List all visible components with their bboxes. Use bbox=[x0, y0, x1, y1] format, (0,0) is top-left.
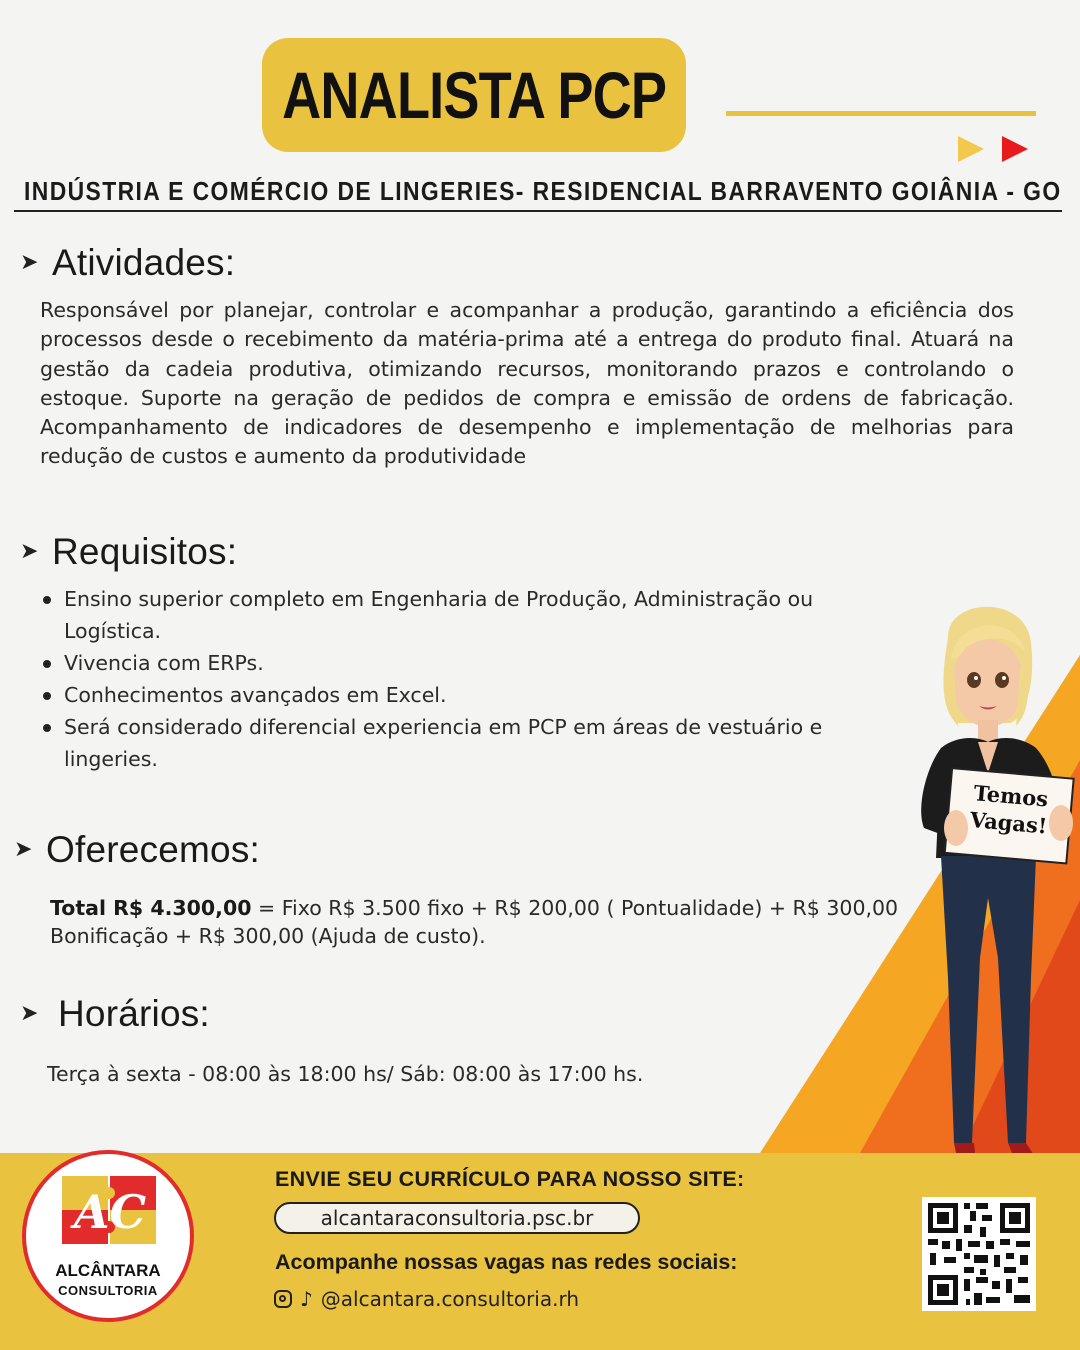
requirements-list bbox=[40, 583, 870, 775]
woman-holding-sign-illustration bbox=[896, 598, 1080, 1180]
social-title: Acompanhe nossas vagas nas redes sociais: bbox=[275, 1250, 738, 1274]
company-name: INDÚSTRIA E COMÉRCIO DE LINGERIES- RESIDENCIAL BARRAVENTO GOIÂNIA - GO bbox=[24, 176, 1062, 206]
requirements-heading bbox=[20, 531, 237, 573]
logo bbox=[22, 1150, 194, 1322]
hours-text: Terça à sexta - 08:00 às 18:00 hs/ Sáb: 08:00 às 17:00 hs. bbox=[47, 1062, 644, 1086]
play-arrow-red-icon bbox=[1002, 136, 1028, 162]
logo-name: ALCÂNTARA bbox=[55, 1261, 161, 1280]
list-item-text: Ensino superior completo em Engenharia de Produção, Administração ou Logística. bbox=[64, 587, 814, 643]
social-row[interactable] bbox=[274, 1287, 579, 1311]
instagram-icon[interactable] bbox=[274, 1290, 292, 1308]
list-item bbox=[40, 647, 870, 679]
list-item-text: Conhecimentos avançados em Excel. bbox=[64, 683, 447, 707]
decorative-line bbox=[726, 111, 1036, 116]
job-title-box bbox=[262, 38, 686, 152]
send-resume-title: ENVIE SEU CURRÍCULO PARA NOSSO SITE: bbox=[275, 1167, 745, 1191]
qr-code-icon[interactable] bbox=[922, 1197, 1036, 1311]
offer-heading-text: Oferecemos: bbox=[46, 829, 260, 870]
offer-total: Total R$ 4.300,00 bbox=[50, 896, 252, 920]
social-handle[interactable]: @alcantara.consultoria.rh bbox=[320, 1287, 580, 1311]
list-item bbox=[40, 679, 870, 711]
sign-text-line1: Temos bbox=[972, 780, 1050, 812]
list-item bbox=[40, 711, 870, 775]
offer-text bbox=[50, 894, 950, 950]
sign-text-line2: Vagas! bbox=[968, 806, 1049, 839]
bullet-icon bbox=[43, 596, 51, 604]
activities-heading-text: Atividades: bbox=[52, 242, 236, 283]
site-link[interactable]: alcantaraconsultoria.psc.br bbox=[274, 1202, 640, 1234]
company-banner bbox=[14, 176, 1062, 212]
hours-heading bbox=[20, 993, 210, 1035]
logo-subtitle: CONSULTORIA bbox=[58, 1283, 158, 1298]
bullet-icon bbox=[43, 660, 51, 668]
arrow-bullet-icon: ➤ bbox=[20, 539, 39, 564]
job-title: ANALISTA PCP bbox=[281, 58, 667, 132]
play-arrow-yellow-icon bbox=[958, 136, 984, 162]
tiktok-icon[interactable]: ♪ bbox=[300, 1287, 313, 1311]
hours-heading-text: Horários: bbox=[58, 993, 210, 1034]
arrow-bullet-icon: ➤ bbox=[20, 250, 39, 275]
activities-heading bbox=[20, 242, 235, 284]
offer-details: = Fixo R$ 3.500 fixo + R$ 200,00 ( Pontualidade) + R$ 300,00 Bonificação + R$ 300,00 (Ajuda de custo). bbox=[50, 896, 899, 948]
activities-text: Responsável por planejar, controlar e acompanhar a produção, garantindo a eficiência dos processos desde o recebimento da matéria-prima até a entrega do produto final. Atuará na gestão da cadeia produtiva, otimizando recursos, monitorando prazos e controlando o estoque. Suporte na geração de pedidos de compra e emissão de ordens de fabricação. Acompanhamento de indicadores de desempenho e implementação de melhorias para redução de custos e aumento da produtividade bbox=[40, 298, 1014, 469]
bullet-icon bbox=[43, 724, 51, 732]
list-item bbox=[40, 583, 870, 647]
logo-initials: AC bbox=[73, 1185, 147, 1239]
requirements-heading-text: Requisitos: bbox=[52, 531, 238, 572]
arrow-bullet-icon: ➤ bbox=[20, 1001, 39, 1026]
arrow-bullet-icon: ➤ bbox=[14, 837, 33, 862]
puzzle-logo-icon bbox=[62, 1176, 158, 1244]
offer-heading bbox=[14, 829, 260, 871]
bullet-icon bbox=[43, 692, 51, 700]
list-item-text: Será considerado diferencial experiencia em PCP em áreas de vestuário e lingeries. bbox=[64, 715, 823, 771]
list-item-text: Vivencia com ERPs. bbox=[64, 651, 264, 675]
